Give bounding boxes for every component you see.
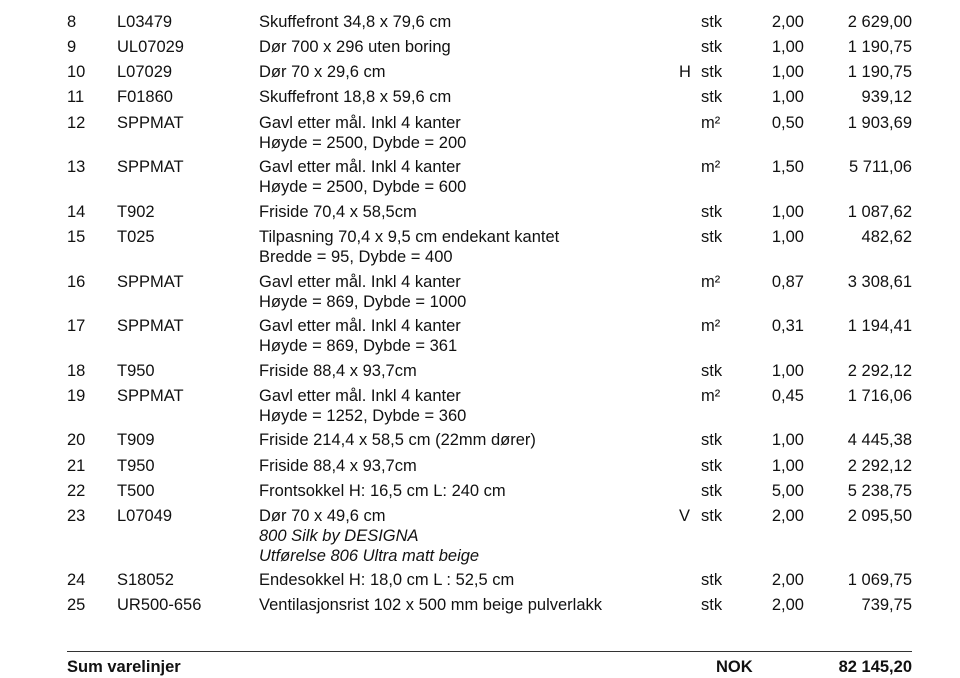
description-line: Ventilasjonsrist 102 x 500 mm beige pulverlakk bbox=[259, 596, 603, 614]
line-amount: 1 190,75 bbox=[847, 38, 912, 56]
line-number: 15 bbox=[67, 228, 86, 246]
quantity: 1,00 bbox=[771, 203, 804, 221]
product-description bbox=[259, 227, 559, 267]
unit: stk bbox=[701, 63, 723, 81]
product-code: L07049 bbox=[117, 507, 173, 525]
summary-currency: NOK bbox=[716, 658, 753, 676]
line-number: 10 bbox=[67, 63, 86, 81]
summary-divider bbox=[67, 651, 912, 652]
line-amount: 1 716,06 bbox=[847, 387, 912, 405]
line-amount: 939,12 bbox=[861, 88, 912, 106]
line-number: 9 bbox=[67, 38, 77, 56]
unit: m² bbox=[701, 158, 721, 176]
product-code: T902 bbox=[117, 203, 155, 221]
unit: stk bbox=[701, 571, 723, 589]
product-code: T950 bbox=[117, 457, 155, 475]
description-line: Friside 88,4 x 93,7cm bbox=[259, 362, 417, 380]
product-description bbox=[259, 87, 451, 107]
unit: stk bbox=[701, 88, 723, 106]
line-amount: 3 308,61 bbox=[847, 273, 912, 291]
line-amount: 482,62 bbox=[861, 228, 912, 246]
unit: stk bbox=[701, 507, 723, 525]
unit: m² bbox=[701, 317, 721, 335]
line-amount: 1 190,75 bbox=[847, 63, 912, 81]
unit: stk bbox=[701, 203, 723, 221]
product-code: SPPMAT bbox=[117, 317, 184, 335]
product-code: SPPMAT bbox=[117, 387, 184, 405]
line-number: 11 bbox=[67, 88, 85, 106]
description-line: Frontsokkel H: 16,5 cm L: 240 cm bbox=[259, 482, 506, 500]
quantity: 1,00 bbox=[771, 38, 804, 56]
line-number: 23 bbox=[67, 507, 86, 525]
product-code: SPPMAT bbox=[117, 114, 184, 132]
quantity: 1,00 bbox=[771, 362, 804, 380]
summary-label: Sum varelinjer bbox=[67, 658, 181, 676]
description-line: Friside 70,4 x 58,5cm bbox=[259, 203, 417, 221]
product-description bbox=[259, 430, 536, 450]
line-number: 16 bbox=[67, 273, 86, 291]
line-number: 8 bbox=[67, 13, 77, 31]
product-code: UR500-656 bbox=[117, 596, 202, 614]
description-line: Gavl etter mål. Inkl 4 kanter bbox=[259, 273, 461, 291]
line-number: 19 bbox=[67, 387, 86, 405]
summary-total: 82 145,20 bbox=[838, 658, 912, 676]
product-description bbox=[259, 113, 466, 153]
description-note: Utførelse 806 Ultra matt beige bbox=[259, 547, 480, 565]
quantity: 2,00 bbox=[771, 507, 804, 525]
line-number: 20 bbox=[67, 431, 86, 449]
line-amount: 5 711,06 bbox=[848, 158, 912, 176]
description-line: Skuffefront 18,8 x 59,6 cm bbox=[259, 88, 452, 106]
product-code: UL07029 bbox=[117, 38, 184, 56]
line-amount: 2 095,50 bbox=[847, 507, 912, 525]
description-line: Bredde = 95, Dybde = 400 bbox=[259, 248, 453, 266]
description-line: Friside 214,4 x 58,5 cm (22mm dører) bbox=[259, 431, 536, 449]
description-line: Høyde = 869, Dybde = 361 bbox=[259, 337, 458, 355]
unit: m² bbox=[701, 114, 721, 132]
unit: m² bbox=[701, 387, 721, 405]
product-code: L03479 bbox=[117, 13, 173, 31]
product-code: T025 bbox=[117, 228, 155, 246]
description-line: Dør 70 x 49,6 cm bbox=[259, 507, 386, 525]
quantity: 1,00 bbox=[771, 228, 804, 246]
description-line: Gavl etter mål. Inkl 4 kanter bbox=[259, 387, 461, 405]
quantity: 0,50 bbox=[771, 114, 804, 132]
description-line: Gavl etter mål. Inkl 4 kanter bbox=[259, 158, 461, 176]
product-description bbox=[259, 157, 466, 197]
product-description bbox=[259, 456, 417, 476]
quantity: 0,87 bbox=[771, 273, 804, 291]
line-number: 14 bbox=[67, 203, 86, 221]
product-description bbox=[259, 595, 602, 615]
product-code: L07029 bbox=[117, 63, 173, 81]
description-line: Tilpasning 70,4 x 9,5 cm endekant kantet bbox=[259, 228, 560, 246]
line-number: 21 bbox=[67, 457, 86, 475]
line-amount: 739,75 bbox=[861, 596, 912, 614]
product-code: S18052 bbox=[117, 571, 174, 589]
line-amount: 5 238,75 bbox=[847, 482, 912, 500]
line-amount: 2 292,12 bbox=[847, 457, 912, 475]
product-description bbox=[259, 481, 506, 501]
line-amount: 4 445,38 bbox=[847, 431, 912, 449]
product-description bbox=[259, 386, 466, 426]
line-amount: 1 194,41 bbox=[847, 317, 912, 335]
quantity: 5,00 bbox=[771, 482, 804, 500]
description-line: Endesokkel H: 18,0 cm L : 52,5 cm bbox=[259, 571, 515, 589]
unit: stk bbox=[701, 431, 723, 449]
description-line: Gavl etter mål. Inkl 4 kanter bbox=[259, 317, 461, 335]
description-note: 800 Silk by DESIGNA bbox=[259, 527, 419, 545]
product-code: T909 bbox=[117, 431, 155, 449]
unit: stk bbox=[701, 362, 723, 380]
description-line: Skuffefront 34,8 x 79,6 cm bbox=[259, 13, 452, 31]
line-amount: 2 292,12 bbox=[847, 362, 912, 380]
quantity: 2,00 bbox=[771, 571, 804, 589]
product-description bbox=[259, 316, 461, 356]
line-amount: 1 069,75 bbox=[847, 571, 912, 589]
line-flag: H bbox=[679, 63, 691, 81]
line-flag: V bbox=[679, 507, 691, 525]
unit: stk bbox=[701, 228, 723, 246]
line-number: 25 bbox=[67, 596, 86, 614]
description-line: Høyde = 869, Dybde = 1000 bbox=[259, 293, 467, 311]
quantity: 1,00 bbox=[771, 457, 804, 475]
line-number: 24 bbox=[67, 571, 86, 589]
product-description bbox=[259, 37, 451, 57]
product-code: SPPMAT bbox=[117, 158, 184, 176]
product-description bbox=[259, 12, 451, 32]
quantity: 1,00 bbox=[771, 431, 804, 449]
description-line: Høyde = 1252, Dybde = 360 bbox=[259, 407, 467, 425]
unit: stk bbox=[701, 38, 723, 56]
line-number: 12 bbox=[67, 114, 86, 132]
line-amount: 1 087,62 bbox=[847, 203, 912, 221]
description-line: Dør 700 x 296 uten boring bbox=[259, 38, 451, 56]
product-description bbox=[259, 202, 417, 222]
description-line: Dør 70 x 29,6 cm bbox=[259, 63, 386, 81]
description-line: Høyde = 2500, Dybde = 200 bbox=[259, 134, 467, 152]
unit: stk bbox=[701, 482, 723, 500]
product-description bbox=[259, 361, 417, 381]
line-number: 17 bbox=[67, 317, 86, 335]
quantity: 1,00 bbox=[771, 63, 804, 81]
unit: stk bbox=[701, 596, 723, 614]
quantity: 0,45 bbox=[771, 387, 804, 405]
unit: m² bbox=[701, 273, 721, 291]
description-line: Høyde = 2500, Dybde = 600 bbox=[259, 178, 467, 196]
quantity: 1,00 bbox=[771, 88, 804, 106]
line-number: 18 bbox=[67, 362, 86, 380]
line-amount: 2 629,00 bbox=[847, 13, 912, 31]
description-line: Gavl etter mål. Inkl 4 kanter bbox=[259, 114, 461, 132]
quantity: 1,50 bbox=[771, 158, 804, 176]
product-description bbox=[259, 506, 479, 566]
line-amount: 1 903,69 bbox=[847, 114, 912, 132]
product-description bbox=[259, 272, 466, 312]
product-description bbox=[259, 570, 514, 590]
quantity: 2,00 bbox=[771, 13, 804, 31]
unit: stk bbox=[701, 13, 723, 31]
product-code: F01860 bbox=[117, 88, 173, 106]
line-number: 22 bbox=[67, 482, 86, 500]
quantity: 0,31 bbox=[771, 317, 804, 335]
unit: stk bbox=[701, 457, 723, 475]
product-code: T500 bbox=[117, 482, 155, 500]
product-code: T950 bbox=[117, 362, 155, 380]
line-number: 13 bbox=[67, 158, 86, 176]
product-code: SPPMAT bbox=[117, 273, 184, 291]
quantity: 2,00 bbox=[771, 596, 804, 614]
product-description bbox=[259, 62, 386, 82]
description-line: Friside 88,4 x 93,7cm bbox=[259, 457, 417, 475]
